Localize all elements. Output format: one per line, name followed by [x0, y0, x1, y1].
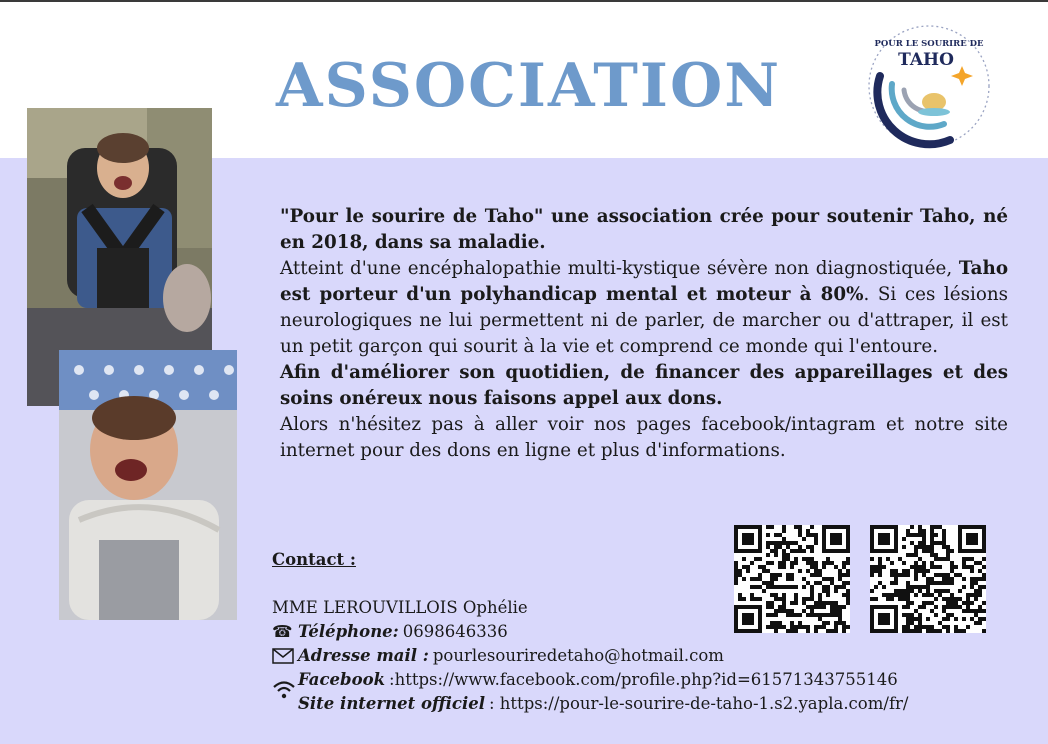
qr-code-icon[interactable]: [734, 525, 850, 633]
association-logo: [858, 22, 1000, 150]
photo-child-blanket: [59, 350, 237, 620]
phone-line: [272, 620, 972, 644]
logo-name: TAHO: [898, 50, 954, 70]
phone-number[interactable]: 0698646336: [402, 622, 508, 641]
page-title: ASSOCIATION: [276, 51, 782, 121]
donation-appeal: Afin d'améliorer son quotidien, de financer des appareillages et des soins onéreux nous faisons appel aux dons.: [280, 362, 1008, 409]
contact-heading: Contact :: [272, 550, 356, 569]
intro-paragraph: [280, 256, 1008, 360]
paragraph-end: . Si ces lésions neurologiques ne lui permettent ni de parler, de marcher ou d'attraper, il est un petit garçon qui sourit à la vie et comprend ce monde qui l'entoure.: [280, 284, 1008, 357]
website-link[interactable]: : https://pour-le-sourire-de-taho-1.s2.yapla.com/fr/: [489, 694, 909, 713]
logo-top-text: POUR LE SOURIRE DE: [874, 39, 984, 49]
facebook-label: Facebook: [298, 670, 386, 689]
contact-section: [272, 548, 972, 716]
top-border: [0, 0, 1048, 2]
website-line: [272, 692, 972, 716]
email-line: [272, 644, 972, 668]
email-label: Adresse mail :: [298, 646, 429, 665]
facebook-line: [272, 668, 972, 692]
paragraph-highlight: Taho est porteur d'un polyhandicap mental et moteur à 80%: [280, 258, 1009, 305]
intro-headline: "Pour le sourire de Taho" une association crée pour soutenir Taho, né en 2018, dans sa maladie.: [280, 206, 1008, 253]
facebook-link[interactable]: :https://www.facebook.com/profile.php?id=61571343755146: [389, 670, 898, 689]
telephone-icon: ☎: [272, 622, 293, 641]
contact-name: MME LEROUVILLOIS Ophélie: [272, 598, 528, 617]
envelope-icon: [272, 648, 298, 664]
wifi-icon: [272, 679, 298, 701]
email-address[interactable]: pourlesouriredetaho@hotmail.com: [432, 646, 724, 665]
website-label: Site internet officiel: [298, 694, 485, 713]
closing-text: Alors n'hésitez pas à aller voir nos pages facebook/intagram et notre site internet pour des dons en ligne et plus d'informations.: [280, 414, 1008, 461]
paragraph-start: Atteint d'une encéphalopathie multi-kystique sévère non diagnostiquée,: [280, 258, 953, 279]
phone-label: Téléphone:: [298, 622, 399, 641]
qr-code-icon[interactable]: [870, 525, 986, 633]
description-text: [280, 204, 1008, 464]
